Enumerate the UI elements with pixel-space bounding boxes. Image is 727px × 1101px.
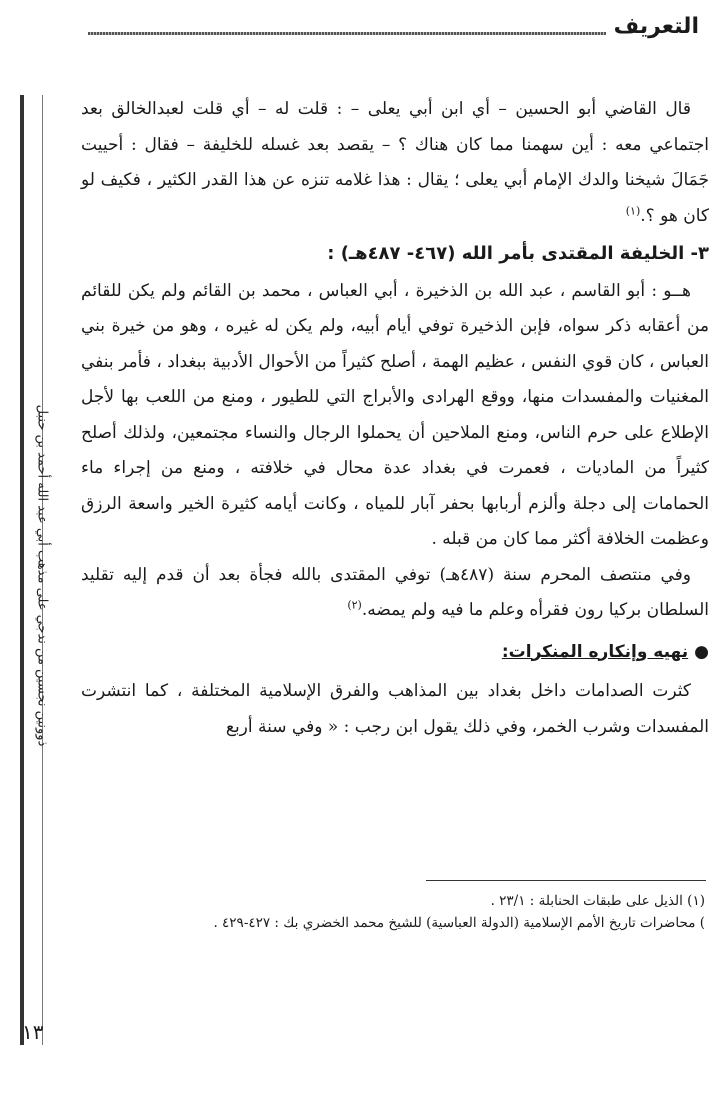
footnote: (١) الذيل على طبقات الحنابلة : ٢٣/١ . (490, 893, 705, 909)
footnote-ref: (١) (625, 203, 641, 217)
bullet-icon: ● (694, 641, 709, 662)
paragraph (81, 92, 709, 234)
page-number: ١٣ (22, 1020, 44, 1044)
footnote-ref: (٢) (347, 598, 362, 612)
paragraph-text: قال القاضي أبو الحسين – أي ابن أبي يعلى – : قلت له – أي قلت لعبدالخالق بعد اجتماعي معه : أين سهمنا مما كان هناك ؟ – يقصد بعد غسله للخليفة – فقال : أحييت جَمَالَ شيخنا والدك الإمام أبي يعلى ؛ يقال : هذا غلامه تنزه عن هذا القدر الكثير ، فكيف لو كان هو ؟. (81, 99, 709, 226)
running-head: التعريف (613, 14, 699, 39)
footnote: ) محاضرات تاريخ الأمم الإسلامية (الدولة العباسية) للشيخ محمد الخضري بك : ٤٢٧-٤٢٩ . (213, 915, 705, 931)
subheading-text: نهيه وإنكاره المنكرات: (501, 641, 689, 662)
margin-note: ذوونين نجسين من ندجي على مذهب أبي عبد الله أحمد بن حنبل (34, 404, 50, 747)
margin-rule (20, 95, 24, 1045)
footnotes (75, 890, 705, 934)
header-rule (88, 32, 606, 35)
paragraph (81, 558, 709, 629)
main-text (81, 92, 709, 745)
paragraph-text: وفي منتصف المحرم سنة (٤٨٧هـ) توفي المقتدى بالله فجأة بعد أن قدم إليه تقليد السلطان بركيا رون فقرأه وعلم ما فيه ولم يمضه. (81, 564, 709, 620)
footnote-rule (426, 880, 706, 881)
section-heading: ٣- الخليفة المقتدى بأمر الله (٤٦٧- ٤٨٧هـ) : (327, 243, 709, 264)
subheading (81, 635, 709, 671)
paragraph: كثرت الصدامات داخل بغداد بين المذاهب والفرق الإسلامية المختلفة ، كما انتشرت المفسدات وشرب الخمر، وفي ذلك يقول ابن رجب : « وفي سنة أربع (81, 681, 709, 737)
paragraph: هــو : أبو القاسم ، عبد الله بن الذخيرة ، أبي العباس ، محمد بن القائم ولم يكن للقائم من أعقابه ذكر سواه، فإبن الذخيرة توفي أيام أبيه، ولم يكن له غيره ، وهو من خيرة بني العباس ، كان قوي النفس ، عظيم الهمة ، أصلح كثيراً من الأحوال الأدبية ببغداد ، فأمر بنفي المغنيات والمفسدات منها، ووقع الهرادى والأبراج التي للطيور ، ومنع من اللعب بها لأجل الإطلاع على حرم الناس، ومنع الملاحين أن يحملوا الرجال والنساء مجتمعين، ولذلك أصلح كثيراً من الماديات ، فعمرت في بغداد عدة محال في خلافته ، ومنع من إجراء ماء الحمامات إلى دجلة وألزم أربابها بحفر آبار للمياه ، وكانت أيامه كثيرة الخير واسعة الرزق وعظمت الخلافة أكثر مما كان من قبله . (81, 280, 709, 549)
